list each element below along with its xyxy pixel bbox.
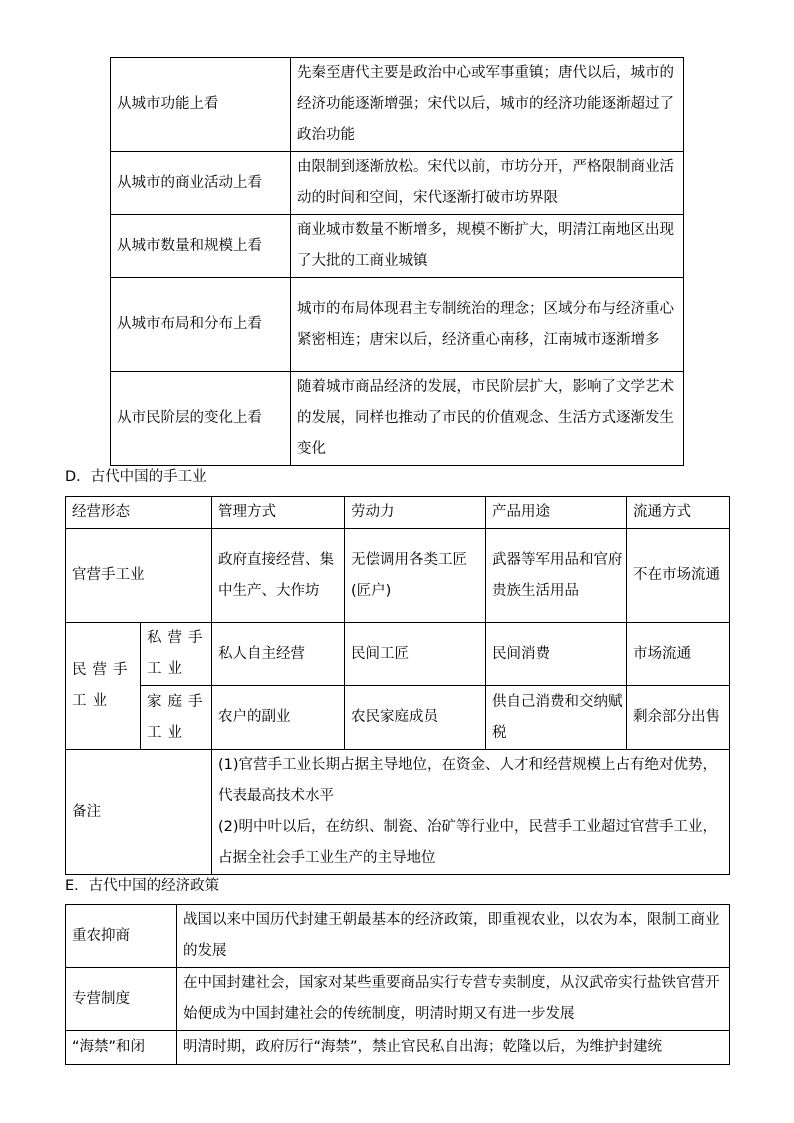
aspect-cell: 从城市数量和规模上看 [111,215,291,278]
content-cell: 由限制到逐渐放松。宋代以前，市坊分开，严格限制商业活动的时间和空间，宋代逐渐打破市坊界限 [291,152,684,215]
table-row [111,278,684,372]
table-row [66,686,730,750]
header-form: 经营形态 [66,497,212,529]
table-row [111,372,684,466]
official-circulation: 不在市场流通 [627,529,730,623]
policy-name: 重农抑商 [66,905,177,968]
table-row [66,1031,730,1065]
table-row [66,529,730,623]
header-use: 产品用途 [486,497,627,529]
private-circulation: 市场流通 [627,623,730,686]
policy-name: “海禁”和闭 [66,1031,177,1065]
notes-label: 备注 [66,750,212,875]
policy-name: 专营制度 [66,968,177,1031]
household-name: 家庭手工业 [141,686,212,750]
aspect-cell: 从市民阶层的变化上看 [111,372,291,466]
policy-content: 明清时期，政府厉行“海禁”，禁止官民私自出海；乾隆以后，为维护封建统 [177,1031,730,1065]
section-heading-policy: E．古代中国的经济政策 [65,878,220,894]
content-cell: 随着城市商品经济的发展，市民阶层扩大，影响了文学艺术的发展，同样也推动了市民的价值观念、生活方式逐渐发生变化 [291,372,684,466]
header-labor: 劳动力 [345,497,486,529]
household-labor: 农民家庭成员 [345,686,486,750]
header-circulation: 流通方式 [627,497,730,529]
official-name: 官营手工业 [66,529,212,623]
private-name: 私营手工业 [141,623,212,686]
private-labor: 民间工匠 [345,623,486,686]
table-row [66,905,730,968]
aspect-cell: 从城市功能上看 [111,58,291,152]
private-management: 私人自主经营 [212,623,345,686]
policy-content: 在中国封建社会，国家对某些重要商品实行专营专卖制度，从汉武帝实行盐铁官营开始便成为中国封建社会的传统制度，明清时期又有进一步发展 [177,968,730,1031]
private-use: 民间消费 [486,623,627,686]
policy-content: 战国以来中国历代封建王朝最基本的经济政策，即重视农业，以农为本，限制工商业的发展 [177,905,730,968]
table-row [66,750,730,875]
note-item: (2)明中叶以后，在纺织、制瓷、冶矿等行业中，民营手工业超过官营手工业，占据全社会手工业生产的主导地位 [218,819,718,866]
official-management: 政府直接经营、集中生产、大作坊 [212,529,345,623]
table-row [66,968,730,1031]
economic-policy-table [65,904,730,1065]
table-row [111,152,684,215]
section-heading-handicraft: D．古代中国的手工业 [65,469,207,485]
official-use: 武器等军用品和官府贵族生活用品 [486,529,627,623]
private-group-label: 民营手工业 [66,623,141,750]
city-development-table [110,57,684,466]
content-cell: 城市的布局体现君主专制统治的理念；区域分布与经济重心紧密相连；唐宋以后，经济重心南移，江南城市逐渐增多 [291,278,684,372]
aspect-cell: 从城市布局和分布上看 [111,278,291,372]
household-management: 农户的副业 [212,686,345,750]
official-labor: 无偿调用各类工匠(匠户) [345,529,486,623]
table-row [111,215,684,278]
aspect-cell: 从城市的商业活动上看 [111,152,291,215]
table-row [111,58,684,152]
table-header-row [66,497,730,529]
household-use: 供自己消费和交纳赋税 [486,686,627,750]
household-circulation: 剩余部分出售 [627,686,730,750]
table-row [66,623,730,686]
header-management: 管理方式 [212,497,345,529]
content-cell: 先秦至唐代主要是政治中心或军事重镇；唐代以后，城市的经济功能逐渐增强；宋代以后，城市的经济功能逐渐超过了政治功能 [291,58,684,152]
handicraft-table [65,496,730,875]
note-item: (1)官营手工业长期占据主导地位，在资金、人才和经营规模上占有绝对优势，代表最高技术水平 [218,757,718,804]
notes-content [212,750,730,875]
content-cell: 商业城市数量不断增多，规模不断扩大，明清江南地区出现了大批的工商业城镇 [291,215,684,278]
